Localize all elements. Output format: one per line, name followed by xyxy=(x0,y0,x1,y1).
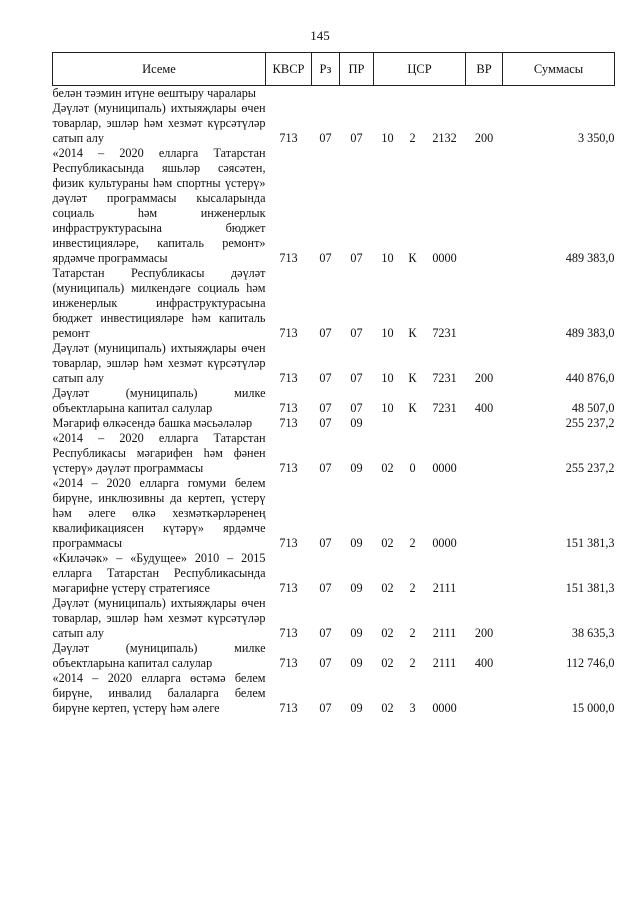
row-amount: 112 746,0 xyxy=(566,656,615,670)
row-kvsr: 713 xyxy=(279,536,298,550)
row-csr-subprogram: 2 xyxy=(409,626,416,640)
row-csr-direction: 2111 xyxy=(432,626,457,640)
row-pr: 09 xyxy=(350,416,363,430)
row-kvsr: 713 xyxy=(279,581,298,595)
row-name: «2014 – 2020 елларга Татарстан Республикасында яшьләр сәясәтен, физик культураны һәм спортны үстерү» дәүләт программасы кысаларында социаль һәм инженерлык инфраструктурасына бюджет инвестицияләре, капиталь ремонт» ярдәмче программасы xyxy=(52,146,266,265)
row-rz: 07 xyxy=(319,131,332,145)
header-rz: Рз xyxy=(312,53,340,86)
row-name: «2014 – 2020 елларга өстәмә белем бирүне, инвалид балаларга белем бирүне кертеп, үстерү һәм әлеге xyxy=(52,671,266,715)
row-csr-direction: 0000 xyxy=(432,701,457,715)
table-row xyxy=(53,386,615,416)
row-csr-subprogram: 3 xyxy=(409,701,416,715)
row-vr: 200 xyxy=(474,371,494,385)
row-csr-direction: 2111 xyxy=(432,656,457,670)
row-rz: 07 xyxy=(319,536,332,550)
row-pr: 07 xyxy=(350,131,363,145)
row-rz: 07 xyxy=(319,326,332,340)
row-vr: 400 xyxy=(474,656,494,670)
row-name: Мәгариф өлкәсендә башка мәсьәләләр xyxy=(52,416,253,430)
row-vr: 400 xyxy=(474,401,494,415)
table-body xyxy=(53,86,615,717)
table-row xyxy=(53,596,615,641)
table-row xyxy=(53,266,615,341)
row-pr: 07 xyxy=(350,251,363,265)
row-rz: 07 xyxy=(319,626,332,640)
page-number: 145 xyxy=(310,28,330,43)
row-kvsr: 713 xyxy=(279,461,298,475)
row-pr: 09 xyxy=(350,656,363,670)
row-amount: 489 383,0 xyxy=(565,251,615,265)
row-name: «Киләчәк» – «Будущее» 2010 – 2015 елларга Татарстан Республикасында мәгарифне үстерү стратегиясе xyxy=(52,551,266,595)
row-pr: 09 xyxy=(350,581,363,595)
row-amount: 3 350,0 xyxy=(577,131,615,145)
row-vr xyxy=(466,146,503,266)
row-csr-program: 10 xyxy=(381,371,394,385)
row-pr: 09 xyxy=(350,626,363,640)
row-csr-subprogram: 2 xyxy=(409,581,416,595)
row-kvsr: 713 xyxy=(279,701,298,715)
table-row xyxy=(53,341,615,386)
row-vr xyxy=(466,671,503,716)
row-amount: 38 635,3 xyxy=(571,626,615,640)
row-pr: 09 xyxy=(350,701,363,715)
row-csr-direction: 2111 xyxy=(432,581,457,595)
table-row xyxy=(53,416,615,431)
row-csr-direction xyxy=(424,86,466,102)
row-kvsr: 713 xyxy=(279,626,298,640)
row-csr-subprogram: К xyxy=(408,371,417,385)
row-csr-direction: 0000 xyxy=(432,536,457,550)
header-csr: ЦСР xyxy=(374,53,466,86)
row-amount: 440 876,0 xyxy=(565,371,615,385)
table-row xyxy=(53,476,615,551)
table-row xyxy=(53,86,615,102)
row-amount: 489 383,0 xyxy=(565,326,615,340)
row-csr-direction: 0000 xyxy=(432,251,457,265)
table-row xyxy=(53,671,615,716)
row-rz: 07 xyxy=(319,401,332,415)
row-csr-direction: 0000 xyxy=(432,461,457,475)
row-name: Дәүләт (муниципаль) милке объектларына капитал салулар xyxy=(52,641,266,670)
row-pr xyxy=(340,86,374,102)
row-csr-program: 02 xyxy=(381,461,394,475)
row-pr: 07 xyxy=(350,326,363,340)
header-pr: ПР xyxy=(340,53,374,86)
row-csr-direction xyxy=(424,416,466,431)
row-kvsr: 713 xyxy=(279,401,298,415)
table-row xyxy=(53,551,615,596)
row-csr-program: 02 xyxy=(381,701,394,715)
row-csr-subprogram: 0 xyxy=(409,461,416,475)
row-amount: 255 237,2 xyxy=(565,416,615,430)
header-vr: ВР xyxy=(466,53,503,86)
row-amount: 151 381,3 xyxy=(565,581,615,595)
row-amount xyxy=(503,86,615,102)
row-csr-subprogram: К xyxy=(408,326,417,340)
row-csr-direction: 7231 xyxy=(432,326,457,340)
row-kvsr xyxy=(266,86,312,102)
row-rz: 07 xyxy=(319,701,332,715)
budget-table xyxy=(52,52,615,716)
row-csr-program: 10 xyxy=(381,131,394,145)
row-csr-subprogram xyxy=(402,416,424,431)
row-kvsr: 713 xyxy=(279,251,298,265)
row-csr-direction: 7231 xyxy=(432,371,457,385)
table-row xyxy=(53,146,615,266)
row-amount: 48 507,0 xyxy=(571,401,615,415)
row-name: Татарстан Республикасы дәүләт (муниципаль) милкендәге социаль һәм инженерлык инфраструктурасына бюджет инвестицияләре һәм капиталь ремонт xyxy=(52,266,266,340)
row-csr-subprogram: 2 xyxy=(409,131,416,145)
header-name: Исеме xyxy=(53,53,266,86)
row-kvsr: 713 xyxy=(279,131,298,145)
row-name: белән тәэмин итүне өештыру чаралары xyxy=(52,86,256,100)
row-rz: 07 xyxy=(319,416,332,430)
row-pr: 09 xyxy=(350,536,363,550)
row-vr xyxy=(466,266,503,341)
row-csr-program: 02 xyxy=(381,656,394,670)
row-vr xyxy=(466,476,503,551)
row-csr-program: 10 xyxy=(381,401,394,415)
row-csr-program: 02 xyxy=(381,536,394,550)
table-row xyxy=(53,101,615,146)
row-csr-subprogram: К xyxy=(408,251,417,265)
row-csr-program xyxy=(374,416,402,431)
row-csr-subprogram: 2 xyxy=(409,536,416,550)
row-rz xyxy=(312,86,340,102)
table-header-row xyxy=(53,53,615,86)
row-vr xyxy=(466,431,503,476)
row-kvsr: 713 xyxy=(279,416,298,430)
row-vr: 200 xyxy=(474,626,494,640)
row-name: Дәүләт (муниципаль) ихтыяҗлары өчен товарлар, эшләр һәм хезмәт күрсәтүләр сатып алу xyxy=(52,596,266,640)
row-rz: 07 xyxy=(319,371,332,385)
row-amount: 15 000,0 xyxy=(571,701,615,715)
row-amount: 151 381,3 xyxy=(565,536,615,550)
row-name: Дәүләт (муниципаль) ихтыяҗлары өчен товарлар, эшләр һәм хезмәт күрсәтүләр сатып алу xyxy=(52,101,266,145)
row-name: «2014 – 2020 елларга Татарстан Республикасы мәгарифен һәм фәнен үстерү» дәүләт программасы xyxy=(52,431,266,475)
row-csr-subprogram: 2 xyxy=(409,656,416,670)
row-name: Дәүләт (муниципаль) ихтыяҗлары өчен товарлар, эшләр һәм хезмәт күрсәтүләр сатып алу xyxy=(52,341,266,385)
row-kvsr: 713 xyxy=(279,656,298,670)
row-csr-program: 02 xyxy=(381,581,394,595)
row-name: «2014 – 2020 елларга гомуми белем бирүне, инклюзивны да кертеп, үстерү һәм әлеге өлкә хезмәткәрләренең квалификациясен күтәрү» ярдәмче программасы xyxy=(52,476,266,550)
row-csr-program: 02 xyxy=(381,626,394,640)
row-pr: 07 xyxy=(350,401,363,415)
row-vr xyxy=(466,416,503,431)
row-pr: 07 xyxy=(350,371,363,385)
row-vr: 200 xyxy=(474,131,494,145)
row-rz: 07 xyxy=(319,461,332,475)
row-csr-program: 10 xyxy=(381,326,394,340)
table-row xyxy=(53,431,615,476)
row-csr-program: 10 xyxy=(381,251,394,265)
row-csr-subprogram: К xyxy=(408,401,417,415)
row-csr-program xyxy=(374,86,402,102)
row-rz: 07 xyxy=(319,581,332,595)
table-row xyxy=(53,641,615,671)
header-kvsr: КВСР xyxy=(266,53,312,86)
row-vr xyxy=(466,86,503,102)
row-csr-direction: 2132 xyxy=(432,131,457,145)
row-rz: 07 xyxy=(319,656,332,670)
row-pr: 09 xyxy=(350,461,363,475)
row-vr xyxy=(466,551,503,596)
row-csr-subprogram xyxy=(402,86,424,102)
row-rz: 07 xyxy=(319,251,332,265)
row-name: Дәүләт (муниципаль) милке объектларына капитал салулар xyxy=(52,386,266,415)
header-amount: Суммасы xyxy=(503,53,615,86)
row-kvsr: 713 xyxy=(279,371,298,385)
row-csr-direction: 7231 xyxy=(432,401,457,415)
row-kvsr: 713 xyxy=(279,326,298,340)
row-amount: 255 237,2 xyxy=(565,461,615,475)
